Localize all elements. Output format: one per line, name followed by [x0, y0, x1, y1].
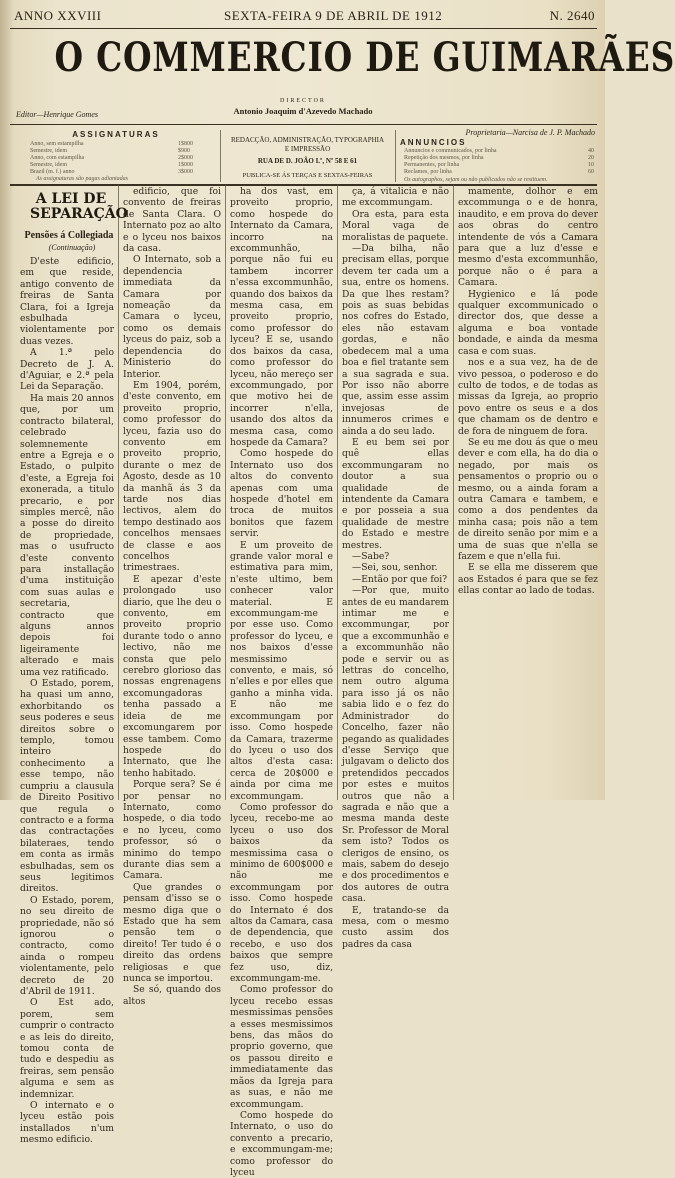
director-label: DIRECTOR [280, 98, 326, 104]
paragraph: —Sabe? [352, 551, 390, 562]
column-5 [458, 186, 598, 798]
article-subheading: Pensões á Collegiada [24, 230, 114, 241]
paragraph: —Da bilha, não precisam ellas, porque devem ter cada um a sua, entre os homens. Da que lhes restam? pois as suas bebidas nos cofres do Estado, eles não estavam gordas, e não obedecem mal a uma boa e fiel tratante sem a sua sagrada e sua. Por isso não aborre que, assim esse assim invejosas de innumeros crimes e ainda a do seu lado. [342, 243, 449, 437]
rule-credits [10, 124, 597, 125]
paragraph: Hygienico e lá pode qualquer excommunicado o director dos, que desse a alguma e boa vontade bondade, e ainda da mesma casa e com suas. [458, 288, 598, 357]
subscription-price: 2$000 [178, 155, 193, 161]
ad-rate-price: 20 [588, 155, 594, 161]
paragraph: ça, á vitalicia e não me excommungam. [342, 186, 449, 209]
paragraph: Que grandes o pensam d'isso se o mesmo diga que o Estado que ha sem pensão tem o direito! Ter tudo é o direito das ordens religiosas e que nunca se importou. [123, 881, 221, 985]
owner-credit: Proprietaria—Narcisa de J. P. Machado [465, 128, 595, 137]
article-continuation: (Continuação) [48, 243, 96, 252]
paragraph: D'este edificio, em que reside, antigo convento de freiras de Santa Clara, foi a Igreja esbulhada violentamente por duas vezes. [20, 256, 114, 347]
column-divider [337, 184, 338, 800]
paragraph: mamente, dolhor e em excommunga o e de honra, inaudito, e em prova do dever aos obras do centro intendente de vós a Camara para que a luz d'esse e mesmo d'esta excommunhão, porque não o é para a Camara. [458, 186, 598, 289]
article-headline: A LEI DE SEPARAÇÃO [30, 191, 128, 222]
paragraph: O Estado, porem, ha quasi um anno, exhorbitando os seus poderes e seus direitos sobre o templo, tomou inteiro conhecimento a esse tempo, não cumpriu a clausula de Direito Positivo que regula o contracto e a forma das contractações bilateraes, tendo em conta as irmãs esbulhadas, sem os seus legitimos direitos. [20, 678, 114, 895]
date-label: SEXTA-FEIRA 9 DE ABRIL DE 1912 [224, 8, 443, 23]
column-divider [453, 184, 454, 800]
column-4 [342, 186, 449, 950]
paragraph: Porque sera? Se é por pensar no Internato, como hospede, o dia todo e no lyceu, como professor, só o minimo do tempo durante dias sem a Camara. [123, 779, 221, 882]
subscription-row: Semestre, idem [30, 148, 67, 154]
subscription-row: Semestre, idem [30, 162, 67, 168]
box-divider [395, 130, 396, 182]
paragraph: —Então por que foi? [352, 573, 448, 585]
newspaper-title: O COMMERCIO DE GUIMARÃES [54, 34, 675, 81]
office-line-1: REDACÇÃO, ADMINISTRAÇÃO, TYPOGRAPHIA [230, 136, 385, 144]
publication-schedule: PUBLICA-SE ÁS TERÇAS E SEXTAS-FEIRAS [242, 172, 373, 179]
paragraph: E um proveito de grande valor moral e estimativa para mim, n'este ultimo, bem conhecer valor material. E excommungam-me por esse uso. Como professor do lyceu, e nos baixos d'esse mesmissimo convento, e mais, só n'elles e por elles que ganho a minha vida. E não me excommungam por isso. Como hospede da Camara, trazerme do lyceu o uso dos altos d'esta casa: cerca de 20$000 e ainda por cima me excommungam. [230, 539, 333, 802]
issue-number: N. 2640 [549, 8, 595, 23]
paragraph: Ha mais 20 annos que, por um contracto bilateral, celebrado solemnemente entre a Egreja e o Estado, o pulpito d'este, a Egreja foi exonerada, a titulo precario, e por simples mercê, não a posse do direito de propriedade, mas o usufructo d'este convento para installação d'uma instituição com suas aulas e secretaria, contracto que alguns annos depois foi ligeiramente alterado e mais uma vez ratificado. [20, 392, 114, 678]
column-divider [118, 184, 119, 800]
paragraph: E se ella me disserem que aos Estados é para que se fez ellas contar ao lado de todas. [458, 562, 598, 597]
paragraph: ha dos vast, em proveito proprio, como hospede do Internato da Camara, incorro na excommunhão, porque não fui eu tambem incorrer n'essa excommunhão, quando dos baixos da mesma casa, em proveito proprio, como professor do lyceu? E se, usando dos baixos da casa, como professor do lyceu, não mereço ser excommungado, por que motivo hei de incorrer n'ella, usando dos altos da mesma casa, como hospede da Camara? [230, 186, 333, 448]
ad-rate-price: 60 [588, 169, 594, 175]
paragraph: E, tratando-se da mesa, com o mesmo custo assim dos padres da casa [342, 904, 449, 950]
subscription-row: Anno, com estampilha [30, 155, 85, 161]
column-divider [225, 184, 226, 800]
paragraph: Se eu me dou ás que o meu dever e com ella, ha do dia o negado, por mais os pensamentos o proprio ou o mesmo, ou a ainda foram a outra Camara e tambem, e como a dos pendentes da minha casa; pois não a tem de direito senão por mim e a uma de suas que n'ella se fazem e que n'ella fui. [458, 436, 598, 562]
column-1 [20, 256, 114, 1146]
ads-note: Os autographos, sejam ou não publicados não se restituem. [404, 177, 548, 183]
ad-rate-price: 40 [588, 148, 594, 154]
paragraph: O Est ado, porem, sem cumprir o contracto e as leis do direito, tomou conta de tudo e despediu as freiras, sem pensão alguma e sem as indemnizar. [20, 997, 114, 1100]
ads-title: ANNUNCIOS [400, 138, 467, 147]
box-divider [220, 130, 221, 182]
paragraph: E eu bem sei por quê ellas excommungaram no doutor a sua qualidade de intendente da Camara e por posseia a sua qualidade de mestre do Estado e mestre mestres. [342, 436, 449, 551]
paragraph: O Internato, sob a dependencia immediata da Camara por nomeação da Camara o lyceu, como os demais lyceus do paiz, sob a dependencia do Ministerio do Interior. [123, 254, 221, 380]
paragraph: O Estado, porem, no seu direito de propriedade, não só ignorou o contracto, como ainda o rompeu violentamente, pelo decreto de 20 d'Abril de 1911. [20, 894, 114, 997]
column-2 [123, 186, 221, 1007]
paragraph: O internato e o lyceu estão pois installados n'um mesmo edificio. [20, 1100, 114, 1146]
column-3 [230, 186, 333, 1178]
page-edge-shadow [0, 0, 14, 800]
paragraph: Como professor do lyceu recebo essas mesmissimas pensões a esses mesmissimos bens, das mãos do proprio governo, que os passou direito e immediatamente das mãos da Igreja para as suas, e não me excommungam. [230, 984, 333, 1110]
subscription-price: 3$000 [178, 169, 193, 175]
paragraph: Se só, quando dos altos [123, 984, 221, 1007]
ad-rate-price: 10 [588, 162, 594, 168]
office-line-2: E IMPRESSÃO [284, 145, 331, 153]
paragraph: Como hospede do Internato uso dos altos do convento apenas com uma hospede d'hotel em troca de muitos bonitos que fazem servir. [230, 448, 333, 540]
subscription-note: As assignaturas são pagas adiantadas [36, 176, 129, 182]
ad-rate-row: Repetição dos mesmos, por linha [404, 155, 484, 161]
subscription-row: Brazil (m. f.) anno [30, 169, 75, 175]
dateline [14, 0, 595, 30]
office-address: RUA DE D. JOÃO I.º, Nº 58 E 61 [257, 157, 358, 165]
paragraph: A 1.ª pelo Decreto de J. A. d'Aguiar, e 2.ª pela Lei da Separação. [20, 347, 114, 393]
subscription-row: Anno, sem estampilha [30, 141, 84, 147]
paragraph: edificio, que foi convento de freiras de Santa Clara. O Internato poz ao alto e o lyceu nos baixos da casa. [123, 186, 221, 255]
subscription-price: $900 [178, 148, 190, 154]
paragraph: E apezar d'este prolongado uso diario, que lhe deu o convento, em proveito proprio durante todo o anno lectivo, não me consta que pelo cerebro glorioso das nossas engrenagens excomungadoras tenha passado a ideia de me excomungarem por esse tambem. Como hospede do Internato, que lhe tenho habitado. [123, 573, 221, 779]
subscription-price: 1$000 [178, 162, 193, 168]
ad-rate-row: Permanentes, por linha [404, 162, 460, 168]
paragraph: Como hospede do Internato, o uso do convento a precario, e excommungam-me; como professor do lyceu [230, 1109, 333, 1178]
year-label: ANNO XXVIII [14, 8, 102, 23]
paragraph: —Sei, sou, senhor. [352, 562, 438, 574]
subscriptions-title: ASSIGNATURAS [72, 130, 160, 139]
ad-rate-row: Annuncios e communicados, por linha [404, 148, 497, 154]
editor-credit: Editor—Henrique Gomes [16, 110, 98, 119]
paragraph: Em 1904, porém, d'este convento, em proveito proprio, como professor do lyceu, fazia uso do convento em proveito proprio, durante o mez de Agosto, desde as 10 da manhã ás 3 da tarde nos dias lectivos, alem do tempo destinado aos concelhos mensaes de classe e aos concelhos trimestraes. [123, 379, 221, 574]
paragraph: Ora esta, para esta Moral vaga de moralistas de paquete. [342, 208, 449, 243]
paragraph: nos e a sua vez, ha de de vivo pessoa, o poderoso e do culto de todos, e de todas as missas da Igreja, ao proprio povo entre os seus e a dos que chamam os de dentro e de fora de ninguem de fora. [458, 357, 598, 437]
director-name: Antonio Joaquim d'Azevedo Machado [233, 106, 373, 116]
ad-rate-row: Reclames, por linha [404, 169, 452, 175]
paragraph: —Por que, muito antes de eu mandarem intimar me e excommungar, por que a excommunhão e a excommunhão não pode e servir ou as lettras do concelho, nem outro alguma para isso já os não sabia lido e o fez do Administrador do Concelho, fazer não pegando as qualidades d'esse Serviço que julgavam o delicto dos pretendidos peccados por estes e muitos outros que não a sagrada e não que a mesma manda deste Sr. Professor de Moral sem isto? Todos os clerigos de ensino, os mais, sabem do desejo e dos procedimentos e dos autores de outra casa. [342, 585, 449, 905]
subscription-price: 1$800 [178, 141, 193, 147]
paragraph: Como professor do lyceu, recebo-me ao lyceu o uso dos baixos da mesmissima casa o minimo de 600$000 e não me excommungam por isso. Como hospede do Internato é dos altos da Camara, casa de dependencia, que recebo, e uso dos baixos que sempre fez uso, diz, excommungam-me. [230, 801, 333, 985]
